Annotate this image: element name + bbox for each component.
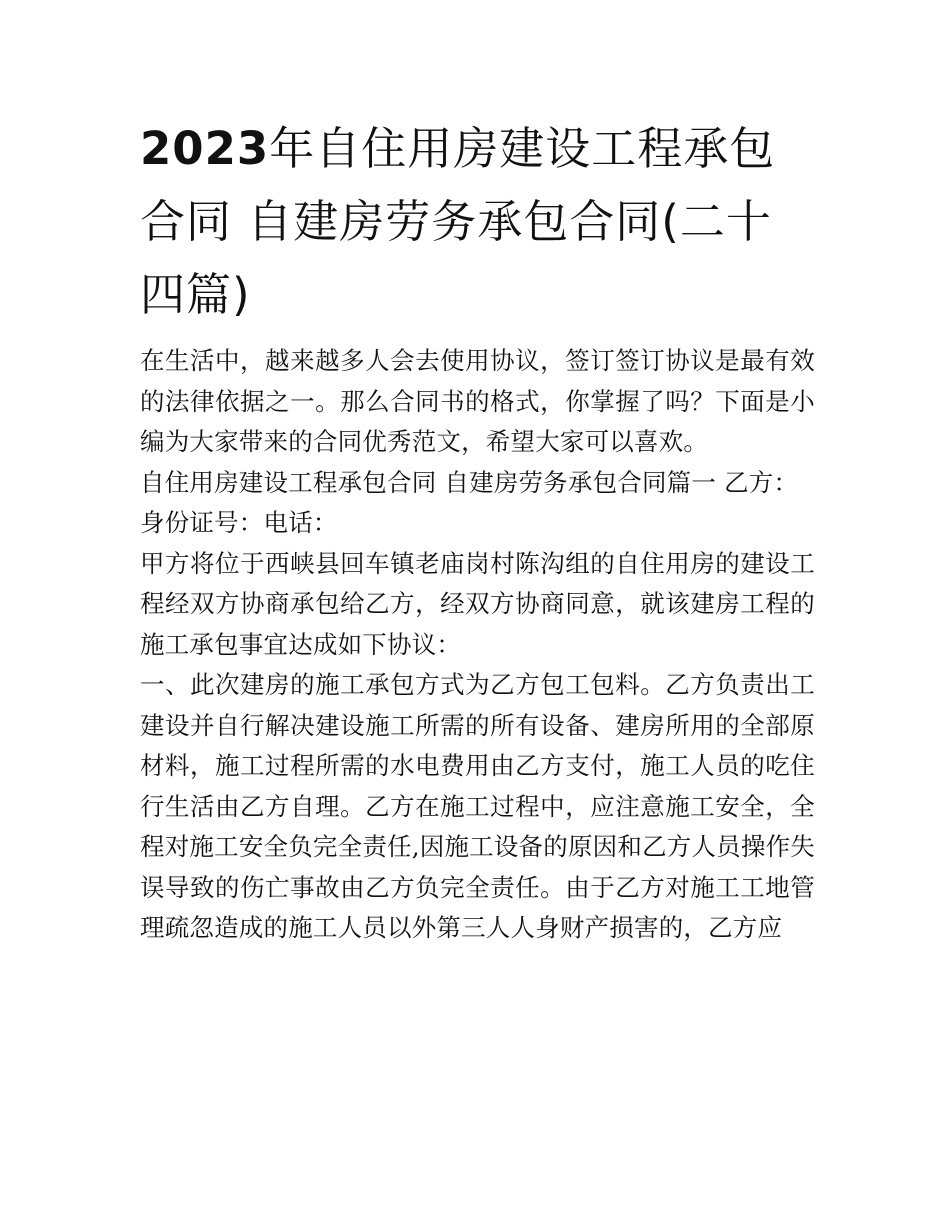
agreement-paragraph: 甲方将位于西峡县回车镇老庙岗村陈沟组的自住用房的建设工程经双方协商承包给乙方，经双方协商同意，就该建房工程的施工承包事宜达成如下协议： xyxy=(140,548,815,659)
document-page xyxy=(140,112,815,949)
document-title xyxy=(140,112,815,331)
id-phone-paragraph: 身份证号：电话： xyxy=(140,508,338,537)
title-text: 年自住用房建设工程承包合同 自建房劳务承包合同(二十四篇) xyxy=(140,122,776,321)
intro-paragraph: 在生活中，越来越多人会去使用协议，签订签订协议是最有效的法律依据之一。那么合同书的格式，你掌握了吗？下面是小编为大家带来的合同优秀范文，希望大家可以喜欢。 xyxy=(140,346,815,456)
section-heading-paragraph: 自住用房建设工程承包合同 自建房劳务承包合同篇一 乙方： xyxy=(140,467,799,497)
clause-one-paragraph: 一、此次建房的施工承包方式为乙方包工包料。乙方负责出工建设并自行解决建设施工所需的所有设备、建房所用的全部原材料，施工过程所需的水电费用由乙方支付，施工人员的吃住行生活由乙方自理。乙方在施工过程中，应注意施工安全，全程对施工安全负完全责任,因施工设备的原因和乙方人员操作失误导致的伤亡事故由乙方负完全责任。由于乙方对施工工地管理疏忽造成的施工人员以外第三人人身财产损害的，乙方应 xyxy=(140,670,815,942)
title-year: 2023 xyxy=(140,122,270,175)
